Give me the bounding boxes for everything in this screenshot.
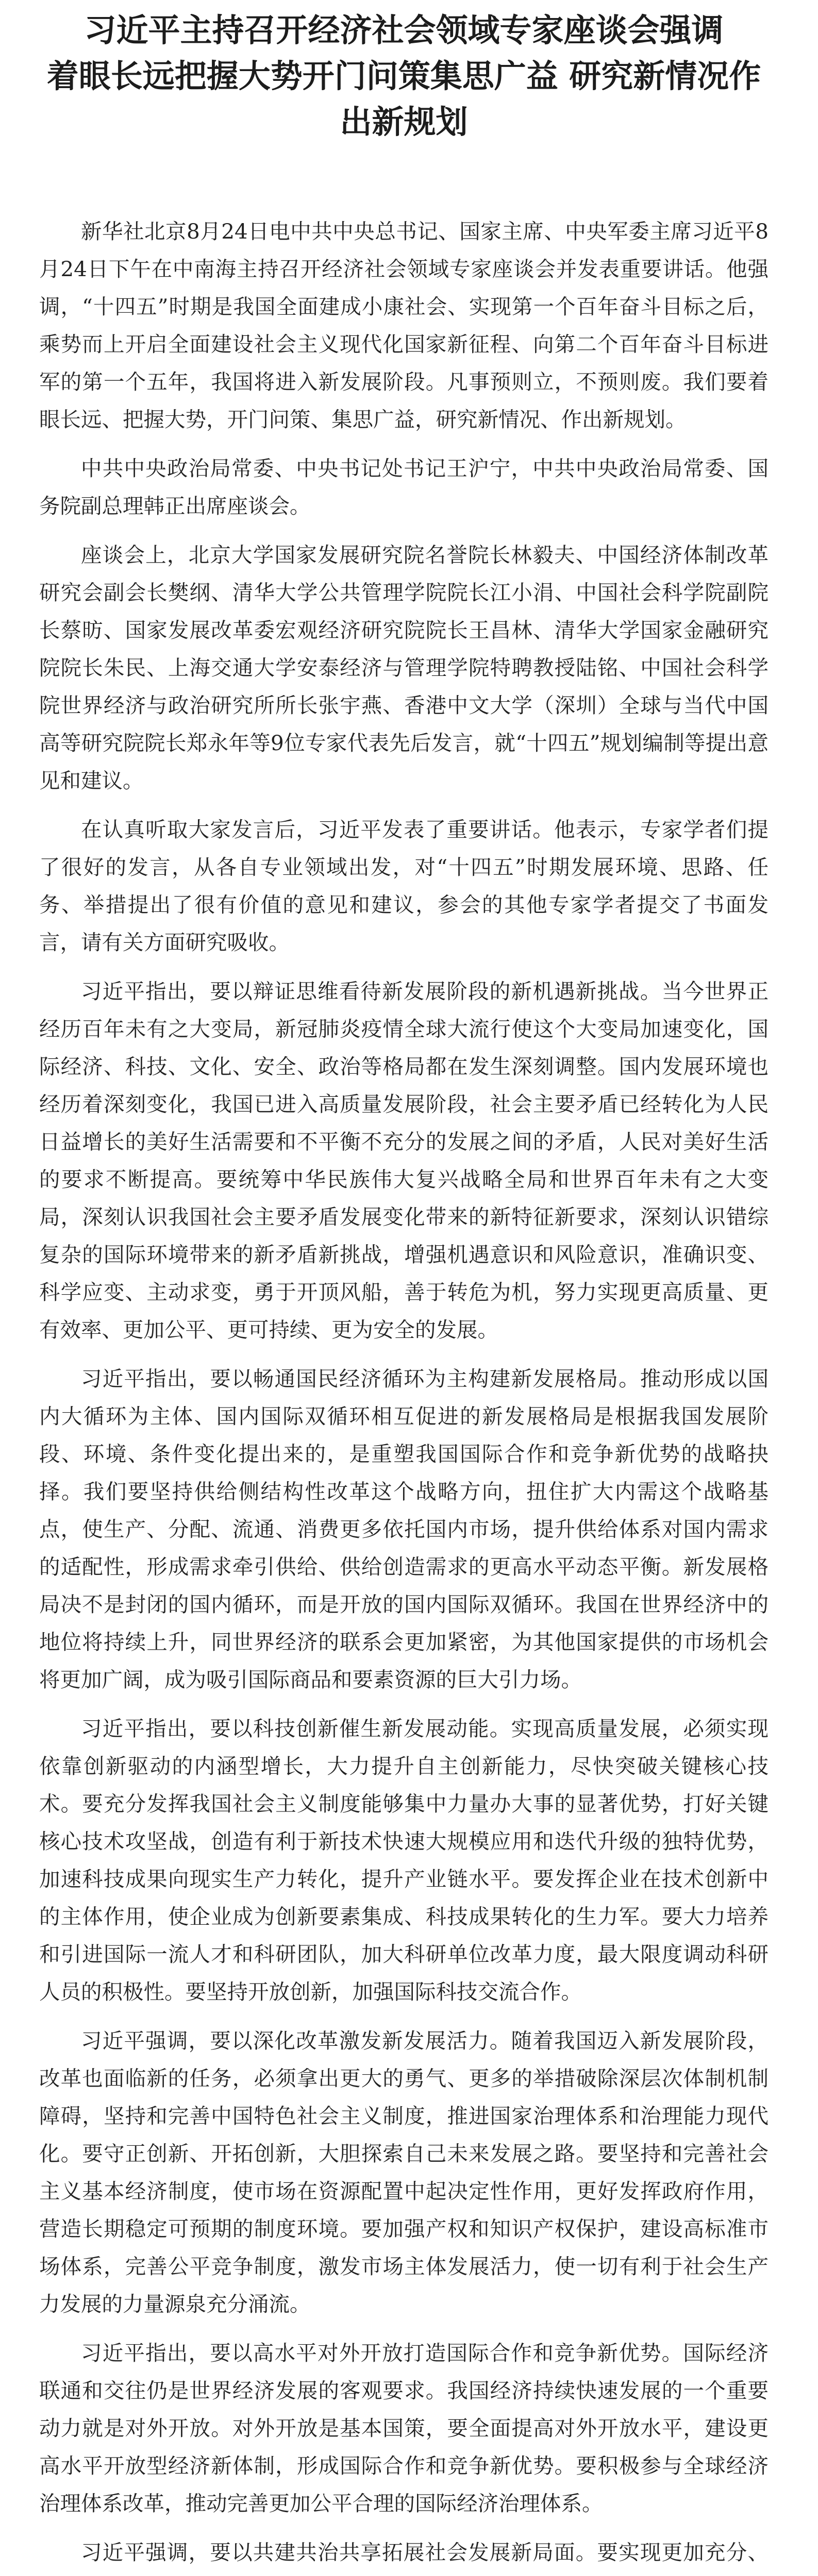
paragraph-new-opportunities: 习近平指出，要以辩证思维看待新发展阶段的新机遇新挑战。当今世界正经历百年未有之大变局，新冠肺炎疫情全球大流行使这个大变局加速变化，国际经济、科技、文化、安全、政治等格局都在发生深刻调整。国内发展环境也经历着深刻变化，我国已进入高质量发展阶段，社会主要矛盾已经转化为人民日益增长的美好生活需要和不平衡不充分的发展之间的矛盾，人民对美好生活的要求不断提高。要统筹中华民族伟大复兴战略全局和世界百年未有之大变局，深刻认识我国社会主要矛盾发展变化带来的新特征新要求，深刻认识错综复杂的国际环境带来的新矛盾新挑战，增强机遇意识和风险意识，准确识变、科学应变、主动求变，勇于开顶风船，善于转危为机，努力实现更高质量、更有效率、更加公平、更可持续、更为安全的发展。 bbox=[39, 979, 769, 1342]
paragraph-deepen-reform: 习近平强调，要以深化改革激发新发展活力。随着我国迈入新发展阶段，改革也面临新的任务，必须拿出更大的勇气、更多的举措破除深层次体制机制障碍，坚持和完善中国特色社会主义制度，推进国家治理体系和治理能力现代化。要守正创新、开拓创新，大胆探索自己未来发展之路。要坚持和完善社会主义基本经济制度，使市场在资源配置中起决定性作用，更好发挥政府作用，营造长期稳定可预期的制度环境。要加强产权和知识产权保护，建设高标准市场体系，完善公平竞争制度，激发市场主体发展活力，使一切有利于社会生产力发展的力量源泉充分涌流。 bbox=[39, 2028, 769, 2316]
paragraph-lead: 新华社北京8月24日电中共中央总书记、国家主席、中央军委主席习近平8月24日下午在中南海主持召开经济社会领域专家座谈会并发表重要讲话。他强调，“十四五”时期是我国全面建成小康社会、实现第一个百年奋斗目标之后，乘势而上开启全面建设社会主义现代化国家新征程、向第二个百年奋斗目标进军的第一个五年，我国将进入新发展阶段。凡事预则立，不预则废。我们要着眼长远、把握大势，开门问策、集思广益，研究新情况、作出新规划。 bbox=[39, 219, 769, 432]
article-title bbox=[39, 7, 769, 145]
paragraph-new-development-pattern: 习近平指出，要以畅通国民经济循环为主构建新发展格局。推动形成以国内大循环为主体、国内国际双循环相互促进的新发展格局是根据我国发展阶段、环境、条件变化提出来的，是重塑我国国际合作和竞争新优势的战略抉择。我们要坚持供给侧结构性改革这个战略方向，扭住扩大内需这个战略基点，使生产、分配、流通、消费更多依托国内市场，提升供给体系对国内需求的适配性，形成需求牵引供给、供给创造需求的更高水平动态平衡。新发展格局决不是封闭的国内循环，而是开放的国内国际双循环。我国在世界经济中的地位将持续上升，同世界经济的联系会更加紧密，为其他国家提供的市场机会将更加广阔，成为吸引国际商品和要素资源的巨大引力场。 bbox=[39, 1366, 769, 1692]
paragraph-speech-intro: 在认真听取大家发言后，习近平发表了重要讲话。他表示，专家学者们提了很好的发言，从各自专业领域出发，对“十四五”时期发展环境、思路、任务、举措提出了很有价值的意见和建议，参会的其他专家学者提交了书面发言，请有关方面研究吸收。 bbox=[39, 817, 769, 955]
paragraph-attendees-standing-committee: 中共中央政治局常委、中央书记处书记王沪宁，中共中央政治局常委、国务院副总理韩正出席座谈会。 bbox=[39, 456, 769, 518]
title-line-1: 习近平主持召开经济社会领域专家座谈会强调 bbox=[84, 11, 724, 49]
title-line-3: 出新规划 bbox=[340, 103, 468, 141]
paragraph-expert-speakers: 座谈会上，北京大学国家发展研究院名誉院长林毅夫、中国经济体制改革研究会副会长樊纲、清华大学公共管理学院院长江小涓、中国社会科学院副院长蔡昉、国家发展改革委宏观经济研究院院长王昌林、清华大学国家金融研究院院长朱民、上海交通大学安泰经济与管理学院特聘教授陆铭、中国社会科学院世界经济与政治研究所所长张宇燕、香港中文大学（深圳）全球与当代中国高等研究院院长郑永年等9位专家代表先后发言，就“十四五”规划编制等提出意见和建议。 bbox=[39, 543, 769, 793]
article-body bbox=[39, 213, 769, 2576]
paragraph-social-development: 习近平强调，要以共建共治共享拓展社会发展新局面。要实现更加充分、 bbox=[81, 2540, 769, 2565]
paragraph-opening-up: 习近平指出，要以高水平对外开放打造国际合作和竞争新优势。国际经济联通和交往仍是世界经济发展的客观要求。我国经济持续快速发展的一个重要动力就是对外开放。对外开放是基本国策，要全面提高对外开放水平，建设更高水平开放型经济新体制，形成国际合作和竞争新优势。要积极参与全球经济治理体系改革，推动完善更加公平合理的国际经济治理体系。 bbox=[39, 2341, 769, 2516]
paragraph-tech-innovation: 习近平指出，要以科技创新催生新发展动能。实现高质量发展，必须实现依靠创新驱动的内涵型增长，大力提升自主创新能力，尽快突破关键核心技术。要充分发挥我国社会主义制度能够集中力量办大事的显著优势，打好关键核心技术攻坚战，创造有利于新技术快速大规模应用和迭代升级的独特优势，加速科技成果向现实生产力转化，提升产业链水平。要发挥企业在技术创新中的主体作用，使企业成为创新要素集成、科技成果转化的生力军。要大力培养和引进国际一流人才和科研团队，加大科研单位改革力度，最大限度调动科研人员的积极性。要坚持开放创新，加强国际科技交流合作。 bbox=[39, 1716, 769, 2004]
article-header bbox=[39, 0, 769, 145]
title-line-2: 着眼长远把握大势开门问策集思广益 研究新情况作 bbox=[46, 57, 761, 95]
